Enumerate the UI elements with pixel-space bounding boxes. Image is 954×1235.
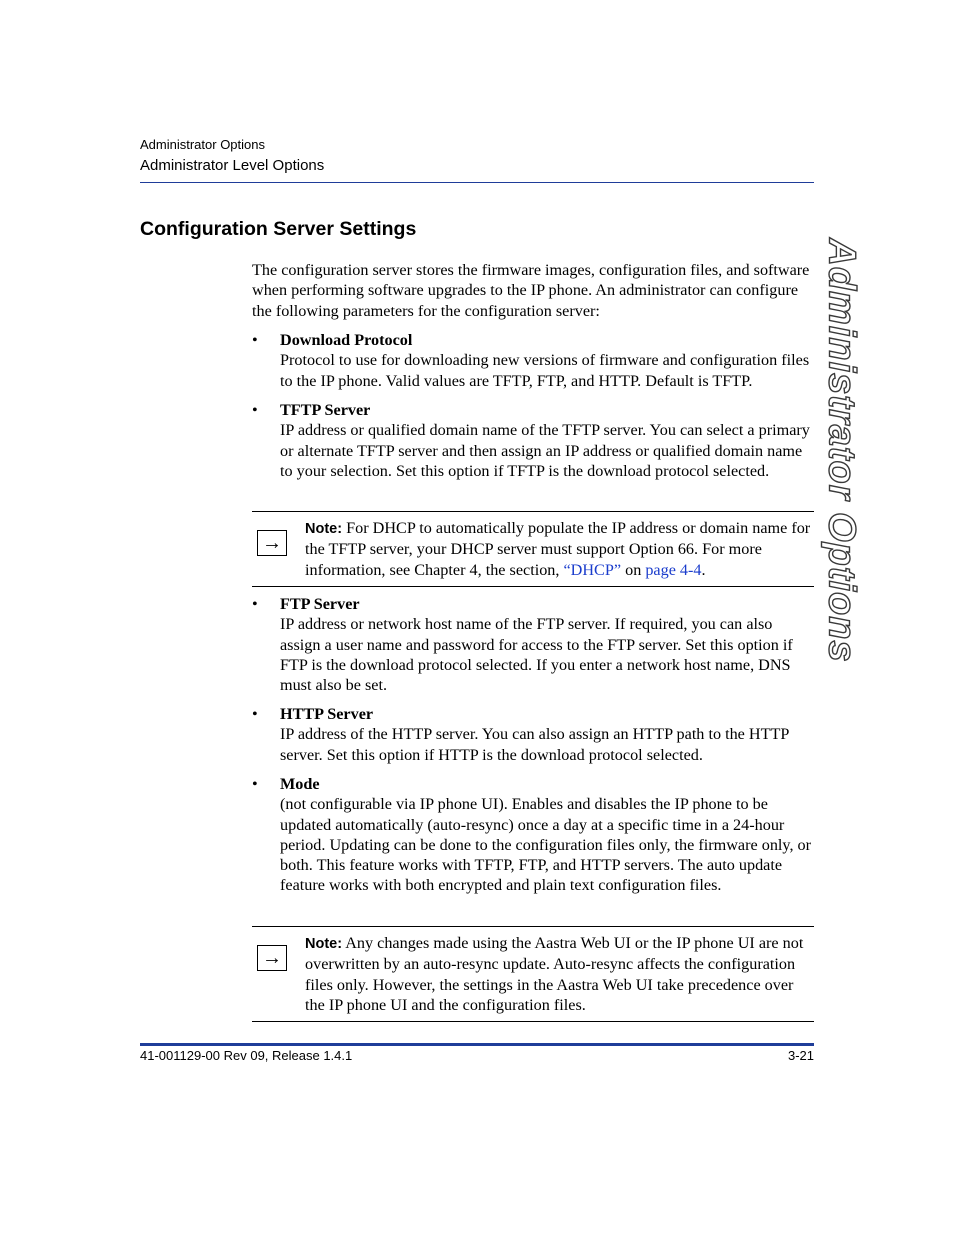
list-item bbox=[252, 594, 814, 695]
list-item bbox=[252, 400, 814, 481]
footer-rule bbox=[140, 1043, 814, 1046]
item-description: IP address or qualified domain name of the TFTP server. You can select a primary or alternate TFTP server and then assign an IP address or qualified domain name to your selection. Set this option if TFTP is the download protocol selected. bbox=[280, 421, 810, 480]
dhcp-section-link[interactable]: “DHCP” bbox=[563, 560, 622, 579]
note-box bbox=[252, 926, 814, 1022]
item-description: Protocol to use for downloading new versions of firmware and configuration files to the IP phone. Valid values are TFTP, FTP, and HTTP. Default is TFTP. bbox=[280, 351, 810, 390]
item-title: Mode bbox=[280, 775, 320, 793]
item-title: FTP Server bbox=[280, 595, 360, 613]
bullet-marker: • bbox=[252, 331, 258, 349]
running-header-section: Administrator Level Options bbox=[140, 157, 325, 174]
section-title: Configuration Server Settings bbox=[140, 218, 417, 240]
list-item bbox=[252, 704, 814, 765]
page-reference-link[interactable]: page 4-4 bbox=[645, 560, 702, 579]
bullet-marker: • bbox=[252, 401, 258, 419]
note-text bbox=[305, 933, 815, 1015]
item-title: HTTP Server bbox=[280, 705, 374, 723]
footer-page-number: 3-21 bbox=[787, 1048, 814, 1063]
bullet-marker: • bbox=[252, 595, 258, 613]
list-item bbox=[252, 330, 814, 391]
note-body: For DHCP to automatically populate the IP address or domain name for the TFTP server, your DHCP server must support Option 66. For more information, see Chapter 4, the section, bbox=[305, 519, 811, 579]
item-description: IP address or network host name of the FTP server. If required, you can also assign a user name and password for access to the FTP server. Set this option if FTP is the download protocol selected. If you enter a network host name, DNS must also be set. bbox=[280, 615, 793, 695]
chapter-side-tab bbox=[820, 237, 863, 663]
arrow-right-icon: → bbox=[257, 530, 287, 556]
note-label: Note: bbox=[305, 936, 343, 952]
intro-paragraph: The configuration server stores the firmware images, configuration files, and software when performing software upgrades to the IP phone. An administrator can configure the following parameters for the configuration server: bbox=[252, 261, 810, 320]
header-rule bbox=[140, 182, 814, 183]
note-label: Note: bbox=[305, 521, 343, 537]
list-item bbox=[252, 774, 814, 896]
note-body: Any changes made using the Aastra Web UI or the IP phone UI are not overwritten by an auto-resync update. Auto-resync affects the configuration files only. However, the settings in the Aastra Web UI take precedence over the IP phone UI and the configuration files. bbox=[305, 934, 804, 1014]
item-title: TFTP Server bbox=[280, 401, 371, 419]
note-body-end: . bbox=[701, 560, 706, 579]
item-description: (not configurable via IP phone UI). Enables and disables the IP phone to be updated automatically (auto-resync) once a day at a specific time in a 24-hour period. Updating can be done to the configuration files only, the firmware only, or both. This feature works with TFTP, FTP, and HTTP servers. The auto update feature works with both encrypted and plain text configuration files. bbox=[280, 795, 812, 895]
note-text bbox=[305, 518, 815, 580]
chapter-side-tab-label: Administrator Options bbox=[820, 237, 863, 663]
arrow-right-icon: → bbox=[257, 945, 287, 971]
bullet-marker: • bbox=[252, 705, 258, 723]
item-description: IP address of the HTTP server. You can also assign an HTTP path to the HTTP server. Set this option if HTTP is the download protocol selected. bbox=[280, 725, 789, 764]
note-body-mid: on bbox=[621, 560, 646, 579]
running-header-chapter: Administrator Options bbox=[140, 137, 265, 152]
note-box bbox=[252, 511, 814, 587]
bullet-marker: • bbox=[252, 775, 258, 793]
item-title: Download Protocol bbox=[280, 331, 413, 349]
footer-document-id: 41-001129-00 Rev 09, Release 1.4.1 bbox=[140, 1048, 353, 1063]
